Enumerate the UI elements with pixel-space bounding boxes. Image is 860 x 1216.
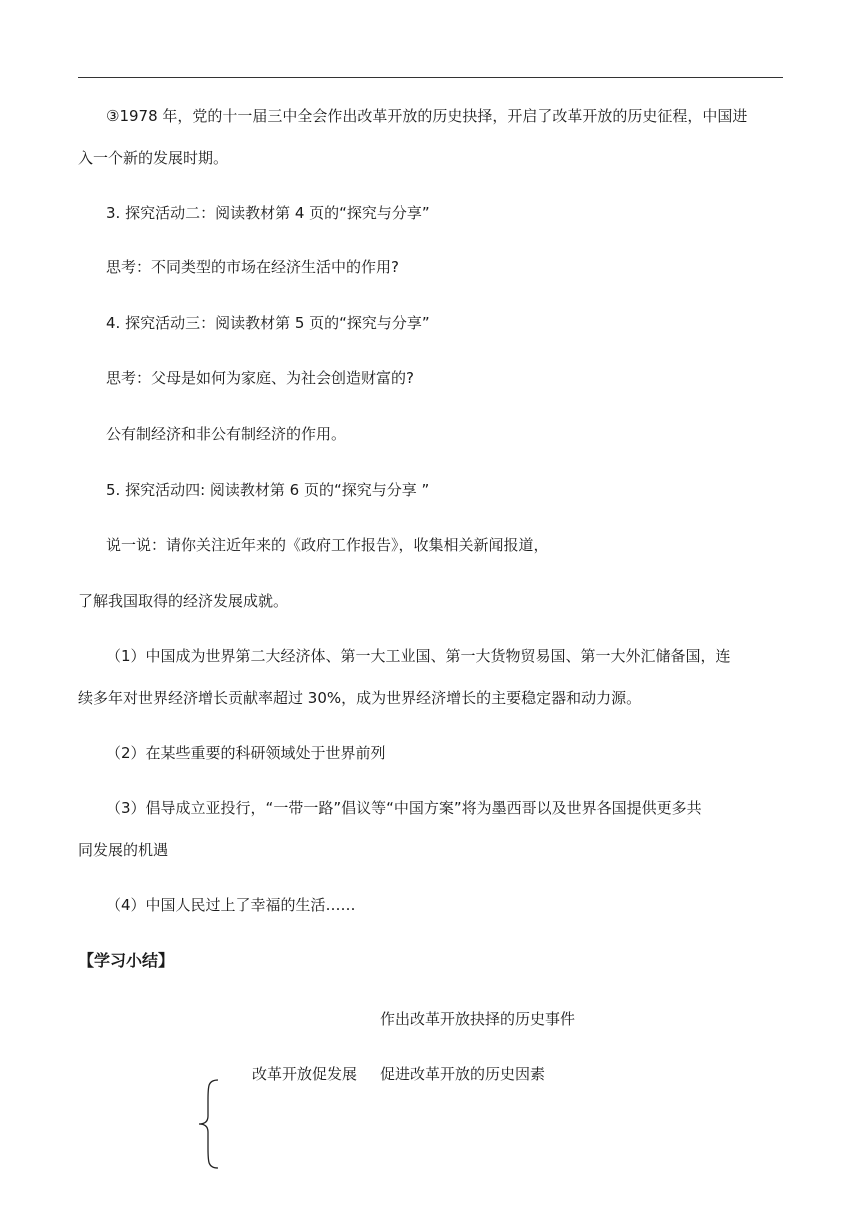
- say-prompt-line2: 了解我国取得的经济发展成就。: [78, 592, 289, 610]
- achievement-2: （2）在某些重要的科研领域处于世界前列: [106, 744, 386, 762]
- public-economy-text: 公有制经济和非公有制经济的作用。: [106, 425, 347, 443]
- summary-branch-events: 作出改革开放抉择的历史事件: [380, 1010, 576, 1028]
- header-rule: [78, 77, 783, 78]
- paragraph-1978-line1: ③1978 年，党的十一届三中全会作出改革开放的历史抉择，开启了改革开放的历史征程，中国进: [106, 107, 748, 125]
- achievement-3-line2: 同发展的机遇: [78, 841, 169, 859]
- achievement-3-line1: （3）倡导成立亚投行，“一带一路”倡议等“中国方案”将为墨西哥以及世界各国提供更多共: [106, 799, 702, 817]
- summary-heading: 【学习小结】: [78, 951, 175, 970]
- summary-branch-factors: 促进改革开放的历史因素: [380, 1065, 546, 1083]
- activity-4-heading: 5. 探究活动四: 阅读教材第 6 页的“探究与分享 ”: [106, 481, 430, 499]
- paragraph-1978-line2: 入一个新的发展时期。: [78, 149, 229, 167]
- say-prompt-line1: 说一说：请你关注近年来的《政府工作报告》，收集相关新闻报道，: [106, 536, 549, 554]
- achievement-1-line1: （1）中国成为世界第二大经济体、第一大工业国、第一大货物贸易国、第一大外汇储备国，连: [106, 647, 731, 665]
- achievement-1-line2: 续多年对世界经济增长贡献率超过 30%，成为世界经济增长的主要稳定器和动力源。: [78, 689, 642, 707]
- think-question-1: 思考：不同类型的市场在经济生活中的作用?: [106, 258, 399, 276]
- activity-3-heading: 4. 探究活动三：阅读教材第 5 页的“探究与分享”: [106, 314, 430, 332]
- think-question-2: 思考：父母是如何为家庭、为社会创造财富的?: [106, 369, 414, 387]
- summary-brace-icon: [196, 1078, 222, 1170]
- achievement-4: （4）中国人民过上了幸福的生活……: [106, 896, 356, 914]
- summary-root-label: 改革开放促发展: [252, 1065, 358, 1083]
- activity-2-heading: 3. 探究活动二：阅读教材第 4 页的“探究与分享”: [106, 204, 430, 222]
